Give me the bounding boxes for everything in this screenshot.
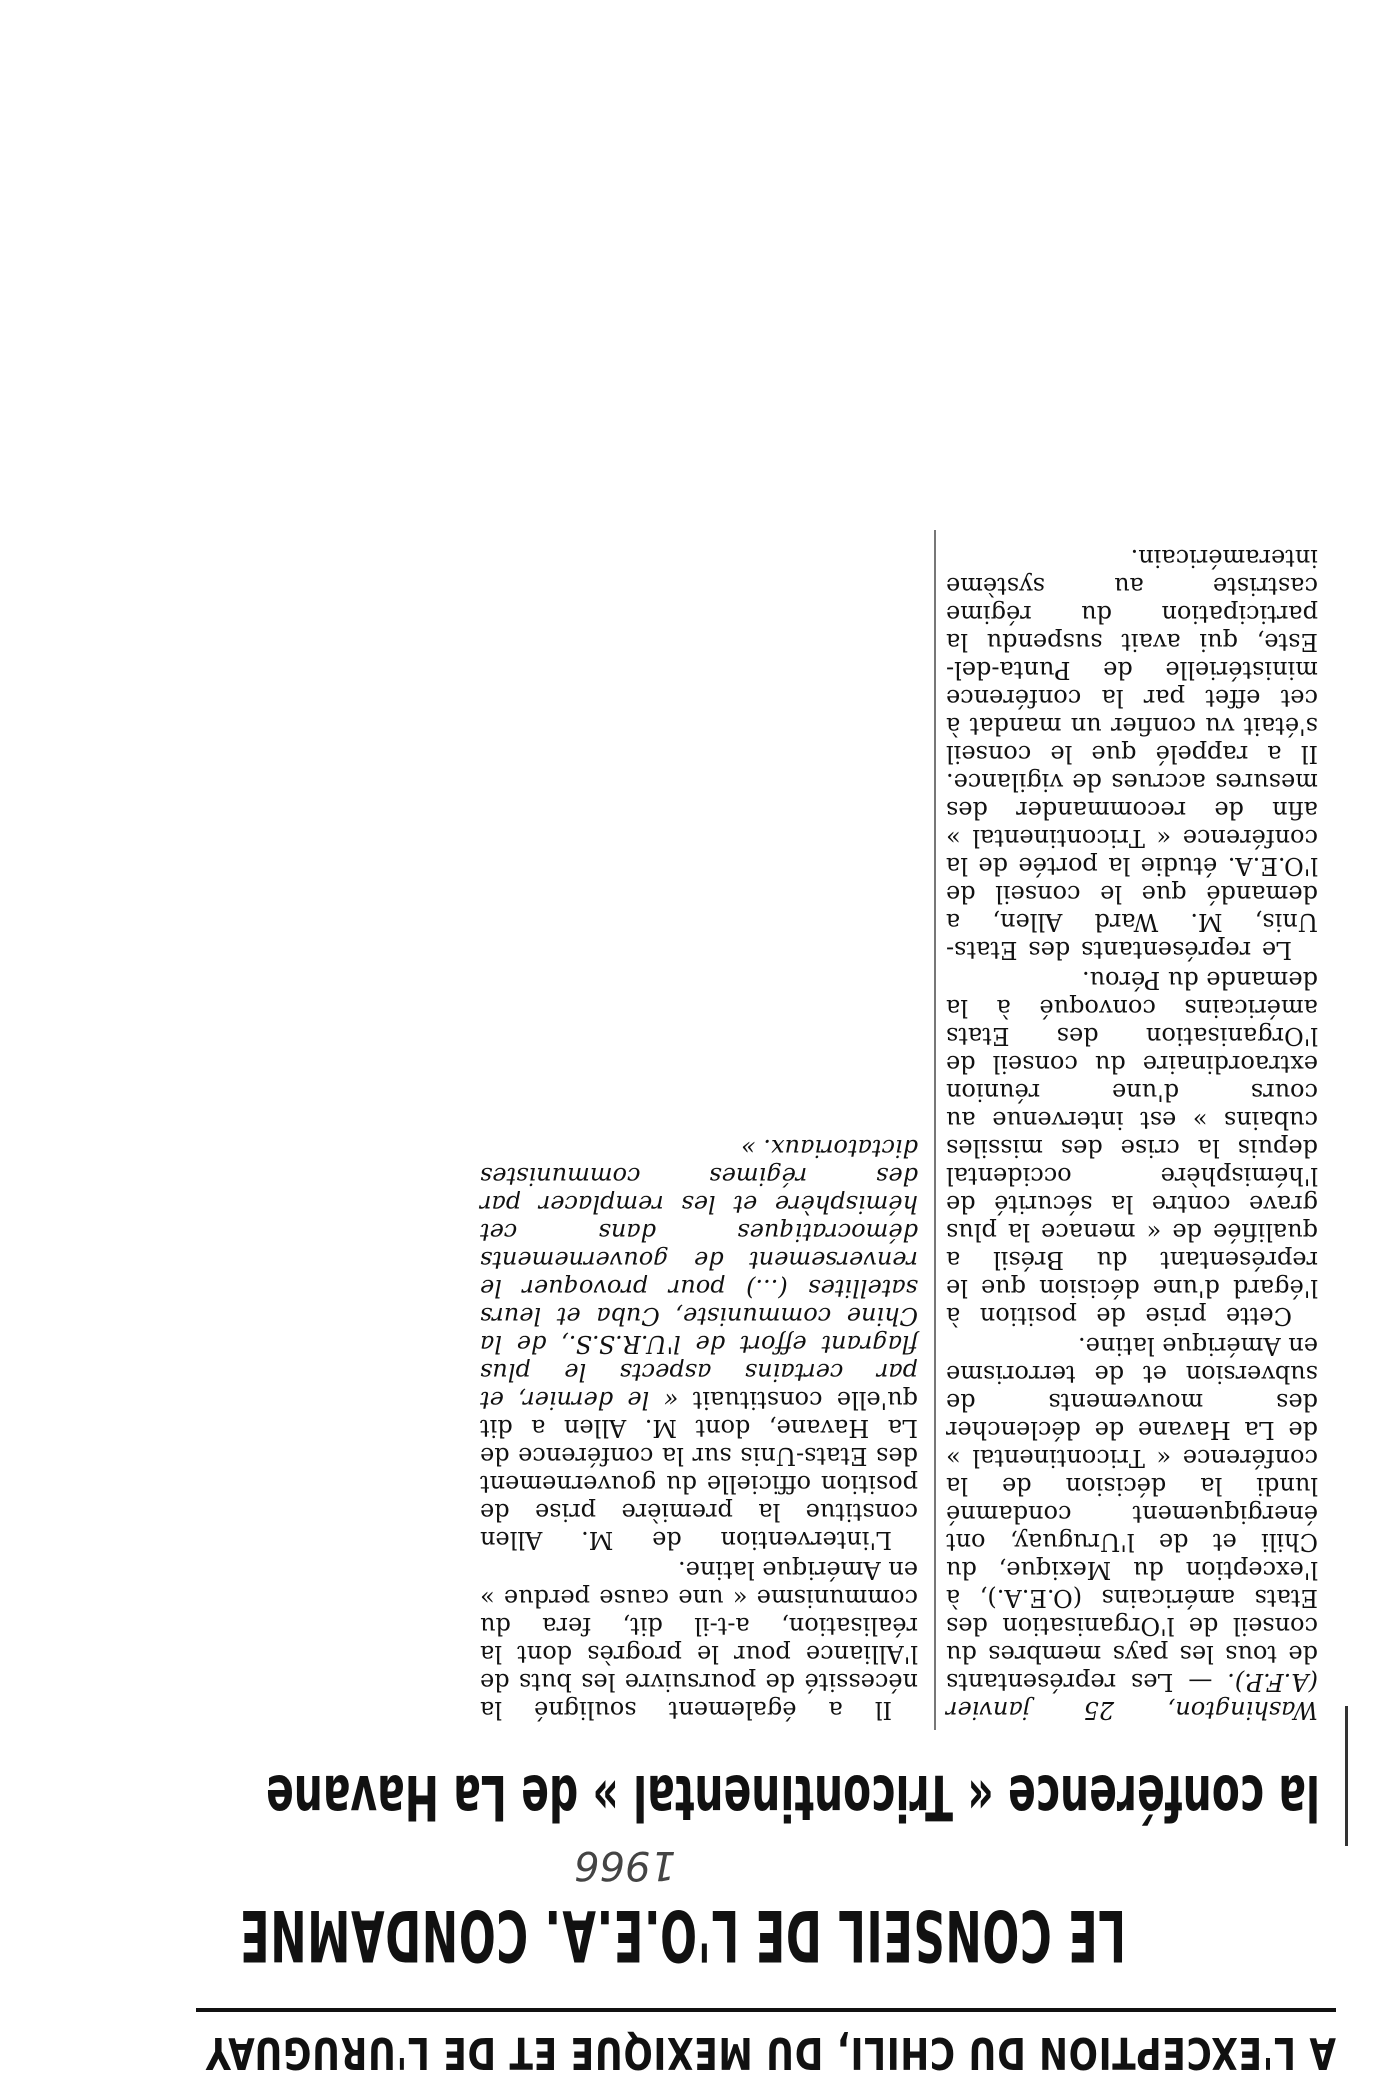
dateline: Washington, 25 janvier (A.F.P.). — [946, 1668, 1318, 1724]
paragraph-text: L'intervention de M. Allen constitue la première prise de position officielle du gouvernement des Etats-Unis sur la conférence de La Havane, dont M. Allen a dit qu'elle constituait — [480, 1386, 918, 1554]
paragraph — [480, 1134, 918, 1554]
sub-headline: la conférence « Tricontinental » de La Havane — [265, 1761, 1320, 1834]
main-headline: LE CONSEIL DE L'O.E.A. CONDAMNE — [239, 1894, 1126, 1976]
paragraph: Le représentants des Etats-Unis, M. Ward Allen, a demandé que le conseil de l'O.E.A. étudie la portée de la conférence « Tricontinental » afin de recommander des mesures accrues de vigilance. Il a rappelé que le conseil s'était vu confier un mandat à cet effet par la conférence ministérielle de Punta-del-Este, qui avait suspendu la participation du régime castriste au système interaméricain. — [946, 544, 1318, 964]
paragraph: Il a également souligné la nécessité de poursuivre les buts de l'Alliance pour le progrès dont la réalisation, a-t-il dit, fera du communisme « une cause perdue » en Amérique latine. — [480, 1556, 918, 1724]
paragraph — [946, 1332, 1318, 1724]
paragraph-text: — Les représentants de tous les pays membres du conseil de l'Organisation des Etats américains (O.E.A.), à l'exception du Mexique, du Chili et de l'Uruguay, ont énergiquement condamné lundi la décision de la conférence « Tricontinental » de La Havane de déclencher des mouvements de subversion et de terrorisme en Amérique latine. — [946, 1332, 1318, 1696]
quotation: « le dernier, et par certains aspects le plus flagrant effort de l'U.R.S.S., de la Chine communiste, Cuba et leurs satellites (...) pour provoquer le renversement de gouvernements démocratiques dans cet hémisphère et les remplacer par des régimes communistes dictatoriaux. » — [480, 1134, 918, 1414]
top-rule — [196, 2008, 1336, 2012]
handwritten-year: 1966 — [574, 1842, 676, 1888]
kicker-headline: A L'EXCEPTION DU CHILI, DU MEXIQUE ET DE L'URUGUAY — [205, 2027, 1336, 2078]
article-column-1 — [946, 542, 1318, 1724]
column-rule — [934, 530, 936, 1730]
paragraph: Cette prise de position à l'égard d'une décision que le représentant du Brésil a qualifiée de « menace la plus grave contre la sécurité de l'hémisphère occidental depuis la crise des missiles cubains » est intervenue au cours d'une réunion extraordinaire du conseil de l'Organisation des Etats américains convoqué à la demande du Pérou. — [946, 966, 1318, 1330]
article-column-2 — [480, 1132, 918, 1724]
margin-rule — [1345, 1706, 1348, 1846]
